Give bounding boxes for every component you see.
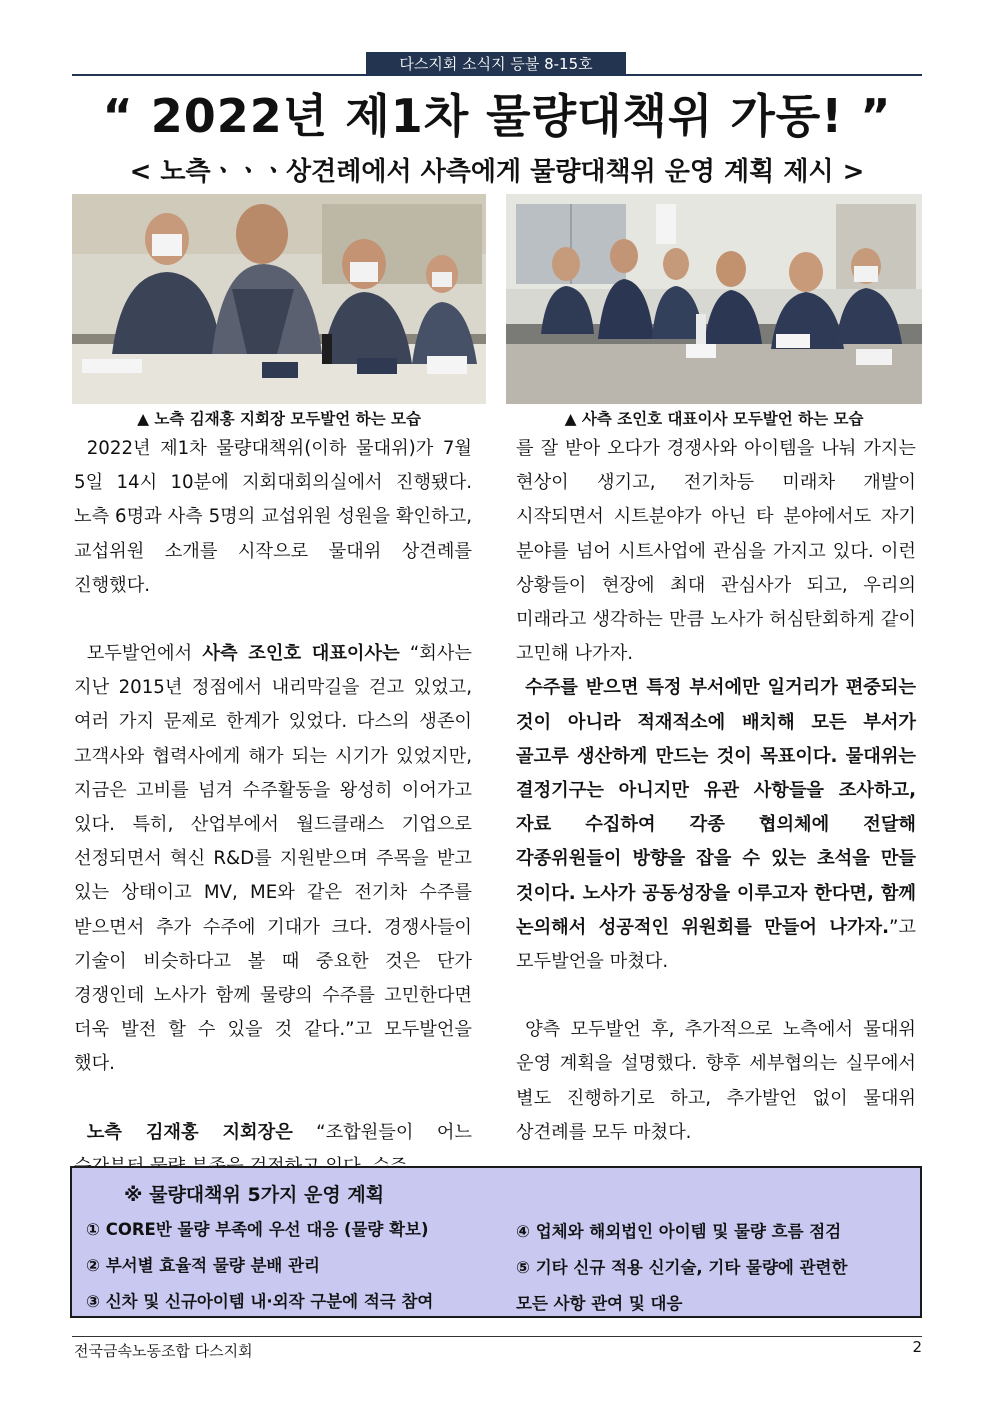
- plan-item-2: ② 부서별 효율적 물량 분배 관리: [86, 1256, 320, 1275]
- plan-item-3: ③ 신차 및 신규아이템 내·외작 구분에 적극 참여: [86, 1292, 434, 1311]
- union-goal-tail: ”고 모두발언을 마쳤다.: [516, 916, 916, 973]
- photo-union-side-image: [72, 194, 486, 404]
- paragraph-union-goal: [516, 671, 916, 979]
- plan-item-5: ⑤ 기타 신규 적용 신기술, 기타 물량에 관련한: [516, 1258, 848, 1277]
- remarks-intro: 모두발언에서: [86, 643, 203, 665]
- management-remarks-text: “회사는 지난 2015년 정점에서 내리막길을 걷고 있었고, 여러 가지 문제로 한계가 있었다. 다스의 생존이 고객사와 협력사에게 해가 되는 시기가 있었지만, 지금은 고비를 넘겨 수주활동을 왕성히 이어가고 있다. 특히, 산업부에서 월드클래스 기업으로 선정되면서 혁신 R&D를 지원받으며 주목을 받고 있는 상태이고 MV, ME와 같은 전기차 수주를 받으면서 추가 수주에 기대가 크다. 경쟁사들이 기술이 비슷하다고 볼 때 중요한 것은 단가 경쟁인데 노사가 함께 물량의 수주를 고민한다면 더욱 발전 할 수 있을 것 같다.”고 모두발언을 했다.: [74, 643, 472, 1075]
- union-goal-bold: 수주를 받으면 특정 부서에만 일거리가 편중되는 것이 아니라 적재적소에 배치해 모든 부서가 골고루 생산하게 만드는 것이 목표이다. 물대위는 결정기구는 아니지만 유관 사항들을 조사하고, 자료 수집하여 각종 협의체에 전달해 각종위원들이 방향을 잡을 수 있는 초석을 만들 것이다. 노사가 공동성장을 이루고자 한다면, 함께 논의해서 성공적인 위원회를 만들어 나가자.: [516, 677, 916, 938]
- paragraph-management-remarks: [74, 637, 472, 1082]
- paragraph-meeting-overview: 2022년 제1차 물량대책위(이하 물대위)가 7월 5일 14시 10분에 지회대회의실에서 진행됐다. 노측 6명과 사측 5명의 교섭위원 성원을 확인하고, 교섭위원 소개를 시작으로 물대위 상견례를 진행했다.: [74, 438, 472, 596]
- photo-management-side-image: [506, 194, 922, 404]
- page-number: 2: [912, 1338, 922, 1356]
- photo-union-side: [72, 194, 486, 404]
- union-remarks-text: “조합원들이 어느: [316, 1121, 472, 1143]
- article-column-right: [516, 432, 916, 1150]
- paragraph-closing: 양측 모두발언 후, 추가적으로 노측에서 물대위 운영 계획을 설명했다. 향후 세부협의는 실무에서 별도 진행하기로 하고, 추가발언 없이 물대위 상견례를 모두 마쳤다.: [516, 1019, 916, 1143]
- footer-organization: 전국금속노동조합 다스지회: [74, 1342, 253, 1360]
- plan-item-1: ① CORE반 물량 부족에 우선 대응 (물량 확보): [86, 1220, 429, 1239]
- paragraph-union-remarks-continued: 를 잘 받아 오다가 경쟁사와 아이템을 나눠 가지는 현상이 생기고, 전기차등 미래차 개발이 시작되면서 시트분야가 아닌 타 분야에서도 자기 분야를 넘어 시트사업에 관심을 가지고 있다. 이런 상황들이 현장에 최대 관심사가 되고, 우리의 미래라고 생각하는 만큼 노사가 허심탄회하게 같이 고민해 나가자.: [516, 438, 916, 665]
- plan-item-4: ④ 업체와 해외법인 아이템 및 물량 흐름 점검: [516, 1222, 842, 1241]
- page-title: “ 2022년 제1차 물량대책위 가동! ”: [102, 89, 892, 143]
- page-subtitle: < 노측ㆍㆍㆍ상견례에서 사측에게 물량대책위 운영 계획 제시 >: [129, 157, 865, 187]
- operation-plan-title: ※ 물량대책위 5가지 운영 계획: [124, 1184, 385, 1206]
- photo-union-caption: ▲ 노측 김재홍 지회장 모두발언 하는 모습: [137, 410, 421, 428]
- article-column-left: [74, 432, 472, 1184]
- newsletter-issue-tab: 다스지회 소식지 등불 8-15호: [366, 52, 626, 76]
- photo-management-side: [506, 194, 922, 404]
- plan-item-5-continued: 모든 사항 관여 및 대응: [516, 1294, 683, 1313]
- union-speaker: 노측 김재홍 지회장은: [86, 1121, 293, 1143]
- management-speaker: 사측 조인호 대표이사는: [202, 643, 400, 665]
- operation-plan-box: [70, 1166, 922, 1318]
- photo-management-caption: ▲ 사측 조인호 대표이사 모두발언 하는 모습: [564, 410, 864, 428]
- footer-rule: [72, 1336, 922, 1337]
